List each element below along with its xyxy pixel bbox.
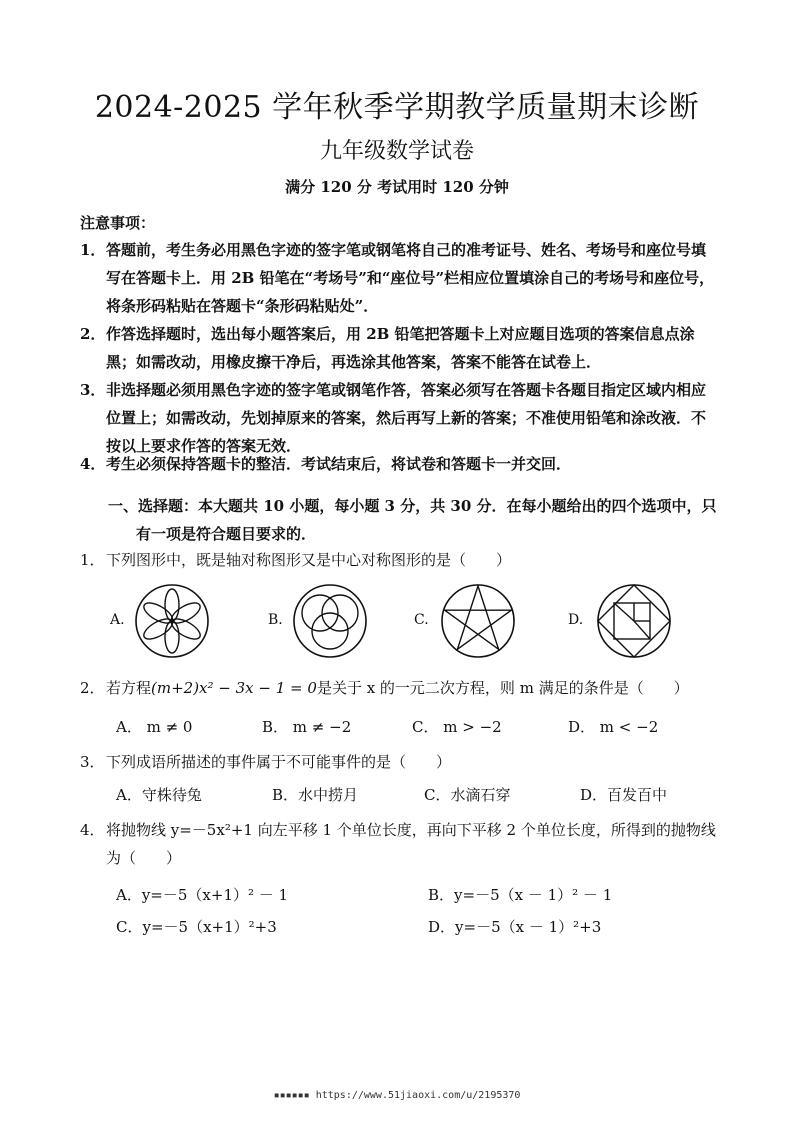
question-number: 4． <box>80 821 105 839</box>
note-text: 答题前，考生务必用黑色字迹的签字笔或钢笔将自己的准考证号、姓名、考场号和座位号填写在答题卡上．用 2B 铅笔在“考场号”和“座位号”栏相应位置填涂自己的考场号和座位号，将条形码粘贴在答题卡“条形码粘贴处”． <box>106 241 715 315</box>
note-number: 2． <box>80 325 106 343</box>
option-a: A．守株待兔 <box>116 786 202 804</box>
question-text: 下列成语所描述的事件属于不可能事件的是（ ） <box>106 753 452 771</box>
notes-heading: 注意事项： <box>80 214 156 232</box>
option-label-c: C. <box>414 612 429 628</box>
score-time-info: 满分 120 分 考试用时 120 分钟 <box>285 178 509 196</box>
note-number: 4． <box>80 455 106 473</box>
section-heading: 一、选择题：本大题共 10 小题，每小题 3 分，共 30 分．在每小题给出的四个选项中，只有一项是符合题目要求的． <box>108 497 717 543</box>
option-c: C．y=－5（x+1）²+3 <box>116 918 277 936</box>
question-text-pre: 若方程 <box>106 679 152 697</box>
option-label-a: A. <box>110 612 125 628</box>
question-2 <box>80 674 730 702</box>
note-item <box>80 450 720 478</box>
option-b: B．y=－5（x － 1）² － 1 <box>428 886 613 904</box>
option-b: B．水中捞月 <box>272 786 359 804</box>
equation: (m+2)x² − 3x − 1 = 0 <box>151 679 317 697</box>
note-text: 考生必须保持答题卡的整洁．考试结束后，将试卷和答题卡一并交回． <box>106 455 572 473</box>
question-number: 1． <box>80 551 105 569</box>
option-d: D． m < −2 <box>568 718 659 736</box>
option-c: C．水滴石穿 <box>424 786 511 804</box>
figure-d-square-pattern <box>596 583 672 659</box>
figure-a-flower <box>134 583 210 659</box>
option-a: A． m ≠ 0 <box>116 718 193 736</box>
note-item <box>80 236 720 320</box>
question-4 <box>80 816 730 872</box>
option-d: D．百发百中 <box>580 786 668 804</box>
question-1 <box>80 546 730 574</box>
question-3 <box>80 748 730 776</box>
question-text: 将抛物线 y=－5x²+1 向左平移 1 个单位长度，再向下平移 2 个单位长度，所得到的抛物线为（ ） <box>106 821 716 867</box>
option-d: D．y=－5（x － 1）²+3 <box>428 918 602 936</box>
note-text: 作答选择题时，选出每小题答案后，用 2B 铅笔把答题卡上对应题目选项的答案信息点涂黑；如需改动，用橡皮擦干净后，再选涂其他答案，答案不能答在试卷上． <box>106 325 695 371</box>
option-a: A．y=－5（x+1）² － 1 <box>116 886 289 904</box>
note-text: 非选择题必须用黑色字迹的签字笔或钢笔作答，答案必须写在答题卡各题目指定区域内相应位置上；如需改动，先划掉原来的答案，然后再写上新的答案；不准使用铅笔和涂改液．不按以上要求作答的答案无效． <box>106 381 707 455</box>
note-number: 3． <box>80 381 106 399</box>
figure-b-three-circles <box>292 583 368 659</box>
question-text: 下列图形中，既是轴对称图形又是中心对称图形的是（ ） <box>106 551 512 569</box>
option-label-d: D. <box>568 612 584 628</box>
note-number: 1． <box>80 241 106 259</box>
figure-c-star <box>440 583 516 659</box>
question-number: 3． <box>80 753 105 771</box>
exam-subtitle: 九年级数学试卷 <box>319 139 474 164</box>
question-text-post: 是关于 x 的一元二次方程，则 m 满足的条件是（ ） <box>316 679 689 697</box>
option-b: B． m ≠ −2 <box>262 718 352 736</box>
footer-url: ▪▪▪▪▪▪ https://www.51jiaoxi.com/u/2195370 <box>273 1090 521 1101</box>
note-item <box>80 376 720 460</box>
option-label-b: B. <box>268 612 283 628</box>
question-number: 2． <box>80 679 105 697</box>
exam-title: 2024-2025 学年秋季学期教学质量期末诊断 <box>94 90 700 125</box>
option-c: C． m > −2 <box>412 718 502 736</box>
note-item <box>80 320 720 376</box>
